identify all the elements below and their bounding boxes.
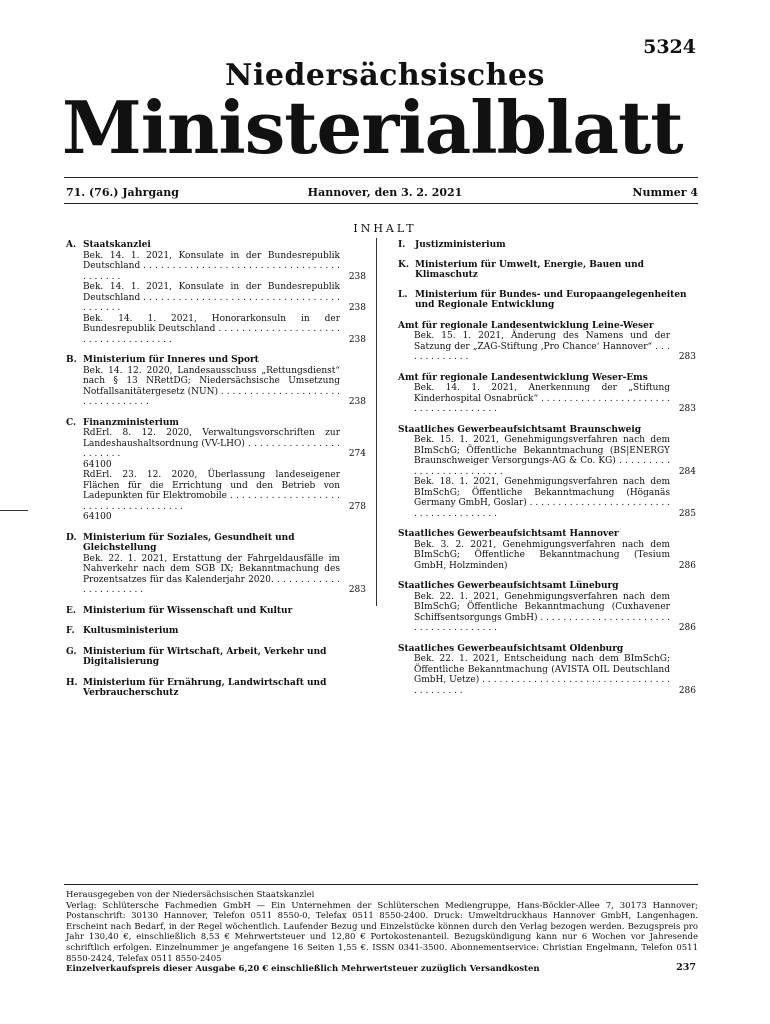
contents-entry[interactable] (66, 282, 366, 314)
issue-year: 71. (76.) Jahrgang (66, 186, 179, 199)
section-title (66, 626, 366, 637)
entry-text: Bek. 18. 1. 2021, Genehmigungsverfahren nach dem BImSchG; Öffentliche Bekanntmachung (Höganäs Germany GmbH, Goslar) . . . . . . . . . . . . . . . . . . . . . . . . . . . . . . . . . . . . . . . . (414, 477, 670, 519)
authority-name: Staatliches Gewerbeaufsichtsamt Oldenburg (398, 643, 624, 654)
entry-page-number: 283 (348, 585, 366, 595)
top-rule (64, 177, 698, 178)
entry-page-number: 278 (348, 501, 366, 512)
section-letter: F. (66, 626, 75, 636)
section-title (398, 240, 696, 251)
section-name: Ministerium für Umwelt, Energie, Bauen und Klimaschutz (415, 259, 644, 280)
authority-group (398, 425, 696, 520)
side-mark (0, 510, 28, 511)
header-rule (64, 203, 698, 204)
issue-place-date: Hannover, den 3. 2. 2021 (307, 186, 463, 199)
section-letter: C. (66, 417, 77, 428)
entry-text: Bek. 22. 1. 2021, Entscheidung nach dem BImSchG; Öffentliche Bekanntmachung (AVISTA OIL Deutschland GmbH, Uetze) . . . . . . . . . . . . . . . . . . . . . . . . . . . . . . . . . . . . . . . . . . (414, 654, 670, 696)
section-name: Justizministerium (415, 240, 506, 250)
section-letter: B. (66, 355, 77, 365)
entry-page-number: 283 (678, 404, 696, 414)
section-letter: E. (66, 605, 76, 616)
footer-publisher-info: Verlag: Schlütersche Fachmedien GmbH — Ein Unternehmen der Schlüterschen Mediengruppe, Hans-Böckler-Allee 7, 30173 Hannover; Postanschrift: 30130 Hannover, Telefon 0511 8550-0, Telefax 0511 8550-2400. Druck: Umweltdruckhaus Hannover GmbH, Langenhagen. Erscheint nach Bedarf, in der Regel wöchentlich. Laufender Bezug und Einzelstücke können durch den Verlag bezogen werden. Bezugspreis pro Jahr 130,40 €, einschließlich 8,53 € Mehrwertsteuer und 12,80 € Portokostenanteil. Bezugskündigung kann nur 6 Wochen vor Jahresende schriftlich erfolgen. Einzelnummer je angefangene 16 Seiten 1,55 €. ISSN 0341-3500. Abonnementservice: Christian Engelmann, Telefon 0511 8550-2424, Telefax 0511 8550-2405 (66, 900, 698, 964)
contents-section (66, 678, 366, 699)
section-name: Ministerium für Inneres und Sport (83, 355, 259, 365)
contents-entry[interactable] (398, 592, 696, 634)
section-letter: L. (398, 289, 408, 300)
masthead-line1: Niedersächsisches (225, 58, 545, 93)
contents-entry[interactable] (398, 435, 696, 477)
contents-section (398, 290, 696, 311)
contents-section (66, 606, 366, 617)
contents-entry[interactable] (398, 383, 696, 415)
section-name: Ministerium für Bundes- und Europaangelegenheiten und Regionale Entwicklung (415, 289, 687, 310)
contents-section (66, 240, 366, 345)
section-name: Ministerium für Wissenschaft und Kultur (83, 605, 293, 616)
issue-number: Nummer 4 (632, 186, 698, 199)
authority-group (398, 321, 696, 363)
entry-page-number: 238 (348, 303, 366, 313)
entry-text: Bek. 3. 2. 2021, Genehmigungsverfahren nach dem BImSchG; Öffentliche Bekanntmachung (Tesium GmbH, Holzminden) (414, 539, 670, 571)
contents-section (398, 260, 696, 281)
entry-page-number: 286 (678, 623, 696, 633)
authority-name: Staatliches Gewerbeaufsichtsamt Lüneburg (398, 581, 619, 591)
authority-group (398, 529, 696, 571)
entry-page-number: 238 (348, 397, 366, 407)
contents-entry[interactable] (398, 331, 696, 363)
section-letter: A. (66, 240, 77, 250)
section-name: Ministerium für Ernährung, Landwirtschaft und Verbraucherschutz (83, 677, 327, 698)
authority-name: Amt für regionale Landesentwicklung Weser-Ems (398, 372, 648, 383)
entry-text: Bek. 14. 1. 2021, Konsulate in der Bundesrepublik Deutschland . . . . . . . . . . . . . . . . . . . . . . . . . . . . . . . . . . . . . . . . . (83, 250, 340, 282)
contents-entry[interactable] (398, 654, 696, 696)
footer-rule (64, 884, 698, 885)
authority-group (398, 644, 696, 697)
section-title (66, 678, 366, 699)
contents-entry[interactable] (66, 314, 366, 346)
publisher-footer (66, 890, 698, 975)
contents-entry[interactable] (398, 477, 696, 519)
authority-name: Staatliches Gewerbeaufsichtsamt Braunschweig (398, 424, 642, 435)
section-name: Kultusministerium (83, 626, 179, 636)
section-title (66, 418, 366, 429)
entry-text: Bek. 14. 1. 2021, Konsulate in der Bundesrepublik Deutschland . . . . . . . . . . . . . . . . . . . . . . . . . . . . . . . . . . . . . . . . . (83, 282, 340, 313)
section-letter: G. (66, 646, 77, 657)
section-title (66, 647, 366, 668)
contents-heading: INHALT (353, 222, 417, 235)
authority-group (398, 373, 696, 415)
entry-text: RdErl. 8. 12. 2020, Verwaltungsvorschriften zur Landeshaushaltsordnung (VV-LHO) . . . . . . . . . . . . . . . . . . . . . . . (83, 428, 340, 459)
contents-entry[interactable] (66, 554, 366, 596)
contents-section (398, 240, 696, 251)
contents-entry[interactable] (66, 366, 366, 408)
entry-text: Bek. 15. 1. 2021, Genehmigungsverfahren nach dem BImSchG; Öffentliche Bekanntmachung (BS|ENERGY Braunschweiger Versorgungs-AG & Co. KG) . . . . . . . . . . . . . . . . . . . . . . . . . (414, 435, 670, 477)
section-name: Staatskanzlei (83, 240, 151, 250)
section-letter: H. (66, 677, 78, 688)
entry-text: Bek. 22. 1. 2021, Genehmigungsverfahren nach dem BImSchG; Öffentliche Bekanntmachung (Cuxhavener Schiffsentsorgungs GmbH) . . . . . . . . . . . . . . . . . . . . . . . . . . . . . . . . . . . . . . (414, 591, 670, 633)
section-title (398, 290, 696, 311)
entry-text: Bek. 14. 12. 2020, Landesausschuss „Rettungsdienst“ nach § 13 NRettDG; Niedersächsische Umsetzung Notfallsanitätergesetz (NUN) . . . . . . . . . . . . . . . . . . . . . . . . . . . . . . . . . (83, 365, 340, 407)
entry-page-number: 238 (348, 271, 366, 282)
entry-text: Bek. 14. 1. 2021, Honorarkonsuln in der Bundesrepublik Deutschland . . . . . . . . . . . . . . . . . . . . . . . . . . . . . . . . . . . . . (83, 313, 340, 345)
section-name: Finanzministerium (83, 417, 179, 428)
entry-page-number: 274 (348, 449, 366, 459)
contents-section (66, 355, 366, 408)
entry-gliederungsnummer: 64100 (83, 512, 112, 522)
entry-page-number: 238 (348, 334, 366, 345)
section-name: Ministerium für Soziales, Gesundheit und Gleichstellung (83, 532, 295, 553)
authority-group (398, 581, 696, 634)
section-title (66, 606, 366, 617)
footer-editor-line: Herausgegeben von der Niedersächsischen Staatskanzlei (66, 890, 315, 900)
section-letter: K. (398, 259, 409, 270)
contents-section (66, 626, 366, 637)
page-number-bottom: 237 (676, 962, 696, 973)
entry-page-number: 283 (678, 352, 696, 362)
contents-entry[interactable] (66, 251, 366, 283)
section-title (66, 355, 366, 366)
entry-gliederungsnummer: 64100 (83, 459, 112, 470)
entry-text: Bek. 15. 1. 2021, Änderung des Namens und der Satzung der „ZAG-Stiftung ‚Pro Chance‘ Hannover“ . . . . . . . . . . . . . (414, 331, 670, 362)
left-contents-column (66, 240, 366, 709)
authority-name: Staatliches Gewerbeaufsichtsamt Hannover (398, 529, 619, 539)
section-name: Ministerium für Wirtschaft, Arbeit, Verkehr und Digitalisierung (83, 646, 327, 667)
section-title (66, 533, 366, 554)
entry-text: RdErl. 23. 12. 2020, Überlassung landeseigener Flächen für die Errichtung und den Betrieb von Ladepunkten für Elektromobile . . . . . . . . . . . . . . . . . . . . . . . . . . . . . . . . . . . . . (83, 470, 340, 512)
entry-text: Bek. 14. 1. 2021, Anerkennung der „Stiftung Kinderhospital Osnabrück“ . . . . . . . . . . . . . . . . . . . . . . . . . . . . . . . . . . . . . . (414, 383, 670, 414)
entry-text: Bek. 22. 1. 2021, Erstattung der Fahrgeldausfälle im Nahverkehr nach dem SGB IX; Bekanntmachung des Prozentsatzes für das Kalenderjahr 2020. . . . . . . . . . . . . . . . . . . . . . . (83, 553, 340, 595)
page-number-top: 5324 (643, 36, 696, 58)
entry-page-number: 286 (678, 560, 696, 571)
footer-price: Einzelverkaufspreis dieser Ausgabe 6,20 € einschließlich Mehrwertsteuer zuzüglich Versandkosten (66, 964, 540, 975)
entry-page-number: 285 (678, 508, 696, 519)
contents-section (66, 647, 366, 668)
column-separator (376, 238, 377, 606)
contents-entry[interactable] (66, 428, 366, 460)
contents-section (66, 418, 366, 523)
entry-page-number: 284 (678, 466, 696, 477)
section-letter: I. (398, 240, 406, 250)
authority-name: Amt für regionale Landesentwicklung Leine-Weser (398, 320, 654, 331)
section-title (66, 240, 366, 251)
contents-entry[interactable] (398, 540, 696, 572)
section-title (398, 260, 696, 281)
right-contents-column (398, 240, 696, 696)
masthead-title: Ministerialblatt (62, 85, 683, 170)
contents-section (66, 533, 366, 596)
entry-page-number: 286 (678, 685, 696, 696)
contents-entry[interactable] (66, 470, 366, 512)
section-letter: D. (66, 532, 77, 543)
